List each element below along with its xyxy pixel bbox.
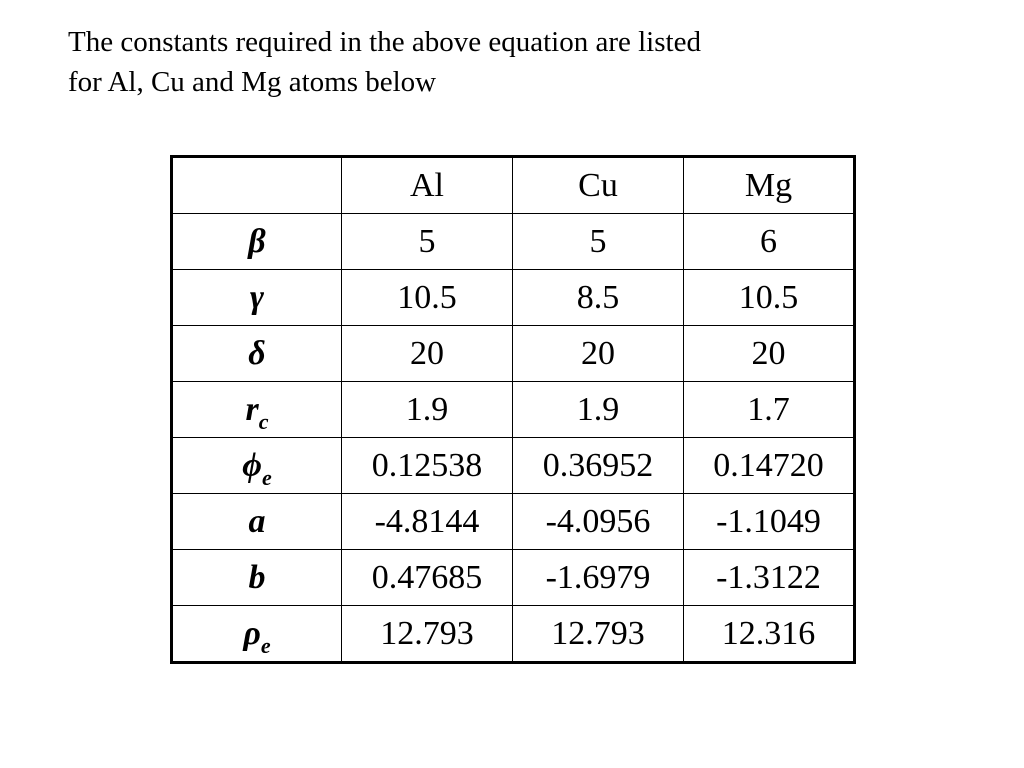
table-cell: -4.8144 <box>342 494 513 550</box>
symbol-label: δ <box>248 334 266 372</box>
table-cell: -4.0956 <box>513 494 684 550</box>
constants-table <box>170 155 856 664</box>
symbol-subscript: c <box>258 408 269 434</box>
symbol-label: β <box>248 222 266 260</box>
table-cell: 5 <box>342 214 513 270</box>
table-cell: 20 <box>684 326 855 382</box>
symbol-label <box>245 390 269 434</box>
symbol-label <box>243 614 271 658</box>
table-cell: 0.36952 <box>513 438 684 494</box>
table-row-gamma <box>172 270 855 326</box>
table-cell: 20 <box>513 326 684 382</box>
symbol-subscript: e <box>260 632 271 658</box>
table-cell: 0.14720 <box>684 438 855 494</box>
header-cell-cu: Cu <box>513 157 684 214</box>
table-cell: -1.3122 <box>684 550 855 606</box>
table-row-delta <box>172 326 855 382</box>
intro-text <box>68 22 868 102</box>
row-symbol <box>172 606 342 663</box>
header-cell-corner <box>172 157 342 214</box>
symbol-label <box>242 446 272 490</box>
intro-line-1: The constants required in the above equation are listed <box>68 26 701 58</box>
table-row-beta <box>172 214 855 270</box>
row-symbol <box>172 382 342 438</box>
symbol-base: ϕ <box>242 446 262 484</box>
row-symbol <box>172 326 342 382</box>
table-row-b <box>172 550 855 606</box>
table-cell: 12.316 <box>684 606 855 663</box>
table-cell: 0.12538 <box>342 438 513 494</box>
table-cell: 0.47685 <box>342 550 513 606</box>
table-cell: 1.9 <box>342 382 513 438</box>
table-cell: -1.6979 <box>513 550 684 606</box>
table-row-rc <box>172 382 855 438</box>
row-symbol <box>172 494 342 550</box>
row-symbol <box>172 270 342 326</box>
table-cell: 8.5 <box>513 270 684 326</box>
table-row-a <box>172 494 855 550</box>
table-header-row <box>172 157 855 214</box>
symbol-base: r <box>245 390 259 428</box>
table-cell: 10.5 <box>342 270 513 326</box>
symbol-label: γ <box>249 278 265 316</box>
symbol-label: a <box>248 502 266 540</box>
table-row-phi-e <box>172 438 855 494</box>
symbol-label: b <box>248 558 266 596</box>
header-cell-mg: Mg <box>684 157 855 214</box>
symbol-subscript: e <box>261 464 272 490</box>
header-cell-al: Al <box>342 157 513 214</box>
table-cell: 6 <box>684 214 855 270</box>
table-cell: 20 <box>342 326 513 382</box>
table-cell: -1.1049 <box>684 494 855 550</box>
table-cell: 12.793 <box>513 606 684 663</box>
intro-line-2: for Al, Cu and Mg atoms below <box>68 66 437 98</box>
table-cell: 10.5 <box>684 270 855 326</box>
table-row-rho-e <box>172 606 855 663</box>
table-cell: 1.9 <box>513 382 684 438</box>
symbol-base: ρ <box>243 614 261 652</box>
table-cell: 12.793 <box>342 606 513 663</box>
row-symbol <box>172 550 342 606</box>
table-cell: 5 <box>513 214 684 270</box>
table-cell: 1.7 <box>684 382 855 438</box>
row-symbol <box>172 438 342 494</box>
row-symbol <box>172 214 342 270</box>
